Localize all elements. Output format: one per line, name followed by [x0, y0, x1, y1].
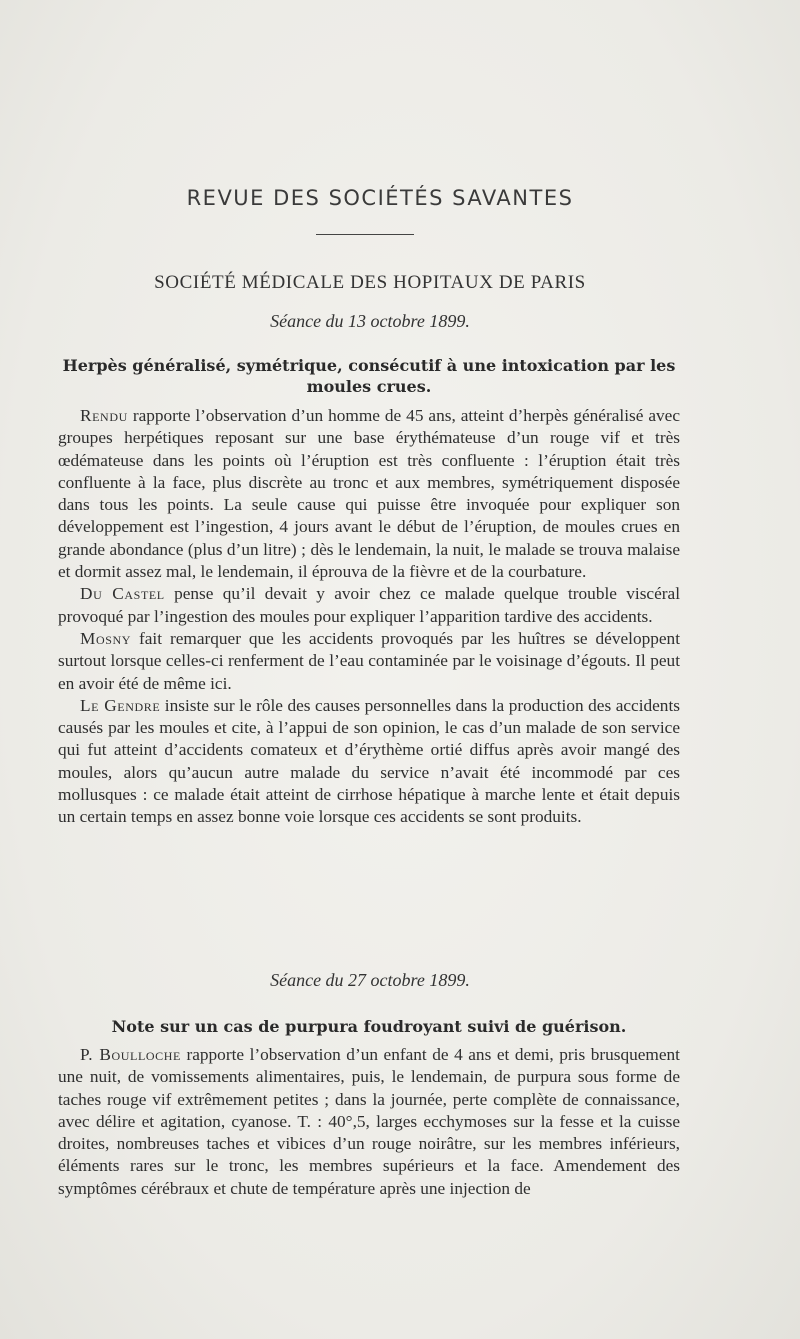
speaker-name: Mosny	[80, 628, 132, 648]
paragraph-text: fait remarquer que les accidents provoqués par les huîtres se développent surtout lorsque celles-ci renferment de l’eau contaminée par le voisinage d’égouts. Il peut en avoir été de même ici.	[58, 628, 680, 693]
paragraph	[58, 1044, 680, 1200]
paragraph	[58, 583, 680, 628]
speaker-name: P. Boulloche	[80, 1045, 181, 1064]
speaker-name: Du Castel	[80, 584, 165, 604]
article-title: Herpès généralisé, symétrique, consécutif à une intoxication par les moules crues.	[62, 356, 676, 396]
session-date: Séance du 27 octobre 1899.	[270, 970, 470, 990]
article-body	[58, 1044, 680, 1200]
society-heading: SOCIÉTÉ MÉDICALE DES HOPITAUX DE PARIS	[154, 272, 586, 293]
article-title: Note sur un cas de purpura foudroyant suivi de guérison.	[111, 1017, 627, 1036]
paragraph	[58, 628, 680, 695]
paragraph-text: insiste sur le rôle des causes personnelles dans la production des accidents causés par les moules et cite, à l’appui de son opinion, le cas d’un malade de son service qui fut atteint d’accidents comateux et d’érythème ortié diffus après avoir mangé des moules, alors qu’aucun autre malade du service n’avait été incommodé par ces mollusques : ce malade était atteint de cirrhose hépatique à marche lente et était depuis un certain temps en assez bonne voie lorsque ces accidents se sont produits.	[58, 695, 680, 827]
article-body	[58, 405, 680, 829]
paragraph-text: rapporte l’observation d’un homme de 45 ans, atteint d’herpès généralisé avec groupes herpétiques reposant sur une base érythémateuse d’un rouge vif et très œdémateuse dans les points où l’éruption est très confluente : l’éruption était très confluente à la face, plus discrète au tronc et aux membres, symétriquement disposée dans tous les points. La seule cause qui puisse être invoquée pour expliquer son développement est l’ingestion, 4 jours avant le début de l’éruption, de moules crues en grande abondance (plus d’un litre) ; dès le lendemain, la nuit, le malade se trouva malaise et dormit assez mal, le lendemain, il éprouva de la fièvre et de la courbature.	[58, 406, 680, 582]
paragraph	[58, 405, 680, 583]
paragraph	[58, 695, 680, 829]
paragraph-text: rapporte l’observation d’un enfant de 4 ans et demi, pris brusquement une nuit, de vomissements alimentaires, puis, le lendemain, de purpura sous forme de taches rouge vif extrêmement petites ; dans la journée, perte complète de connaissance, avec délire et agitation, cyanose. T. : 40°,5, larges ecchymoses sur la fesse et la cuisse droites, nombreuses taches et vibices d’un rouge noirâtre, sur les membres inférieurs, éléments rares sur le tronc, les membres supérieurs et la face. Amendement des symptômes cérébraux et chute de température après une injection de	[58, 1045, 680, 1198]
session-date: Séance du 13 octobre 1899.	[270, 311, 470, 331]
paragraph-text: pense qu’il devait y avoir chez ce malade quelque trouble viscéral provoqué par l’ingestion des moules pour expliquer l’apparition tardive des accidents.	[58, 584, 680, 626]
speaker-name: Rendu	[80, 406, 128, 425]
title-divider	[316, 234, 414, 235]
speaker-name: Le Gendre	[80, 695, 161, 715]
journal-title: REVUE DES SOCIÉTÉS SAVANTES	[186, 186, 574, 210]
